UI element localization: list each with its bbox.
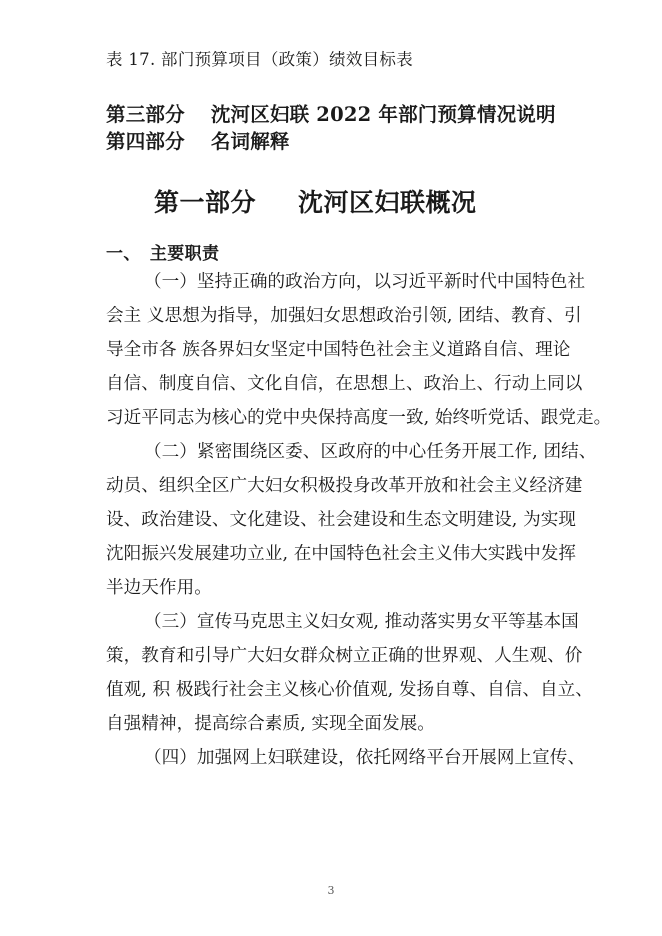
- spacer-after-toc: [106, 71, 556, 101]
- part-heading-three: [106, 101, 556, 129]
- page-content: [106, 0, 612, 784]
- paragraph-item-4: [106, 747, 586, 784]
- paragraph-item-3: [106, 611, 593, 750]
- top-spacer: [106, 0, 556, 50]
- paragraph-line: 导全市各 族各界妇女坚定中国特色社会主义道路自信、理论: [106, 339, 571, 360]
- paragraph-item-2: [106, 441, 597, 614]
- paragraph-line: 自信、制度自信、文化自信，在思想上、政治上、行动上同以: [106, 373, 583, 394]
- section-title-part-one: [106, 187, 556, 220]
- paragraph-line: 自强精神，提高综合素质, 实现全面发展。: [106, 713, 435, 734]
- sub-heading-title: 主要职责: [149, 243, 220, 264]
- paragraph-line: （一）坚持正确的政治方向，以习近平新时代中国特色社: [144, 271, 586, 292]
- section-title-label: 第一部分: [154, 188, 257, 217]
- paragraph-line: 设、政治建设、文化建设、社会建设和生态文明建设, 为实现: [106, 509, 577, 530]
- part-four-title: 名词解释: [210, 130, 290, 154]
- spacer-before-section-title: [106, 156, 556, 187]
- section-title-text: 沈河区妇联概况: [298, 188, 477, 217]
- part-heading-four: [106, 128, 556, 156]
- paragraph-line: 策，教育和引导广大妇女群众树立正确的世界观、人生观、价: [106, 645, 583, 666]
- paragraph-line: （二）紧密围绕区委、区政府的中心任务开展工作, 团结、: [144, 441, 597, 462]
- part-four-label: 第四部分: [106, 130, 185, 154]
- paragraph-line: 动员、组织全区广大妇女积极投身改革开放和社会主义经济建: [106, 475, 583, 496]
- paragraph-item-1: [106, 271, 612, 444]
- paragraph-line: 会主 义思想为指导，加强妇女思想政治引领, 团结、教育、引: [106, 305, 582, 326]
- spacer-before-sub-heading: [106, 220, 556, 243]
- paragraph-line: （三）宣传马克思主义妇女观, 推动落实男女平等基本国: [144, 611, 579, 632]
- sub-heading-number: 一、: [106, 243, 141, 264]
- part-three-label: 第三部分: [106, 102, 185, 126]
- page-number: 3: [327, 884, 335, 897]
- toc-entry-table-17: 表 17. 部门预算项目（政策）绩效目标表: [106, 50, 414, 69]
- paragraph-line: 习近平同志为核心的党中央保持高度一致, 始终听党话、跟党走。: [106, 407, 612, 428]
- paragraph-line: （四）加强网上妇联建设，依托网络平台开展网上宣传、: [144, 747, 586, 768]
- sub-heading-main-duties: [106, 243, 556, 265]
- part-three-title: 沈河区妇联 2022 年部门预算情况说明: [210, 102, 556, 126]
- paragraph-line: 半边天作用。: [106, 577, 212, 598]
- paragraph-line: 值观, 积 极践行社会主义核心价值观, 发扬自尊、自信、自立、: [106, 679, 593, 700]
- paragraph-line: 沈阳振兴发展建功立业, 在中国特色社会主义伟大实践中发挥: [106, 543, 577, 564]
